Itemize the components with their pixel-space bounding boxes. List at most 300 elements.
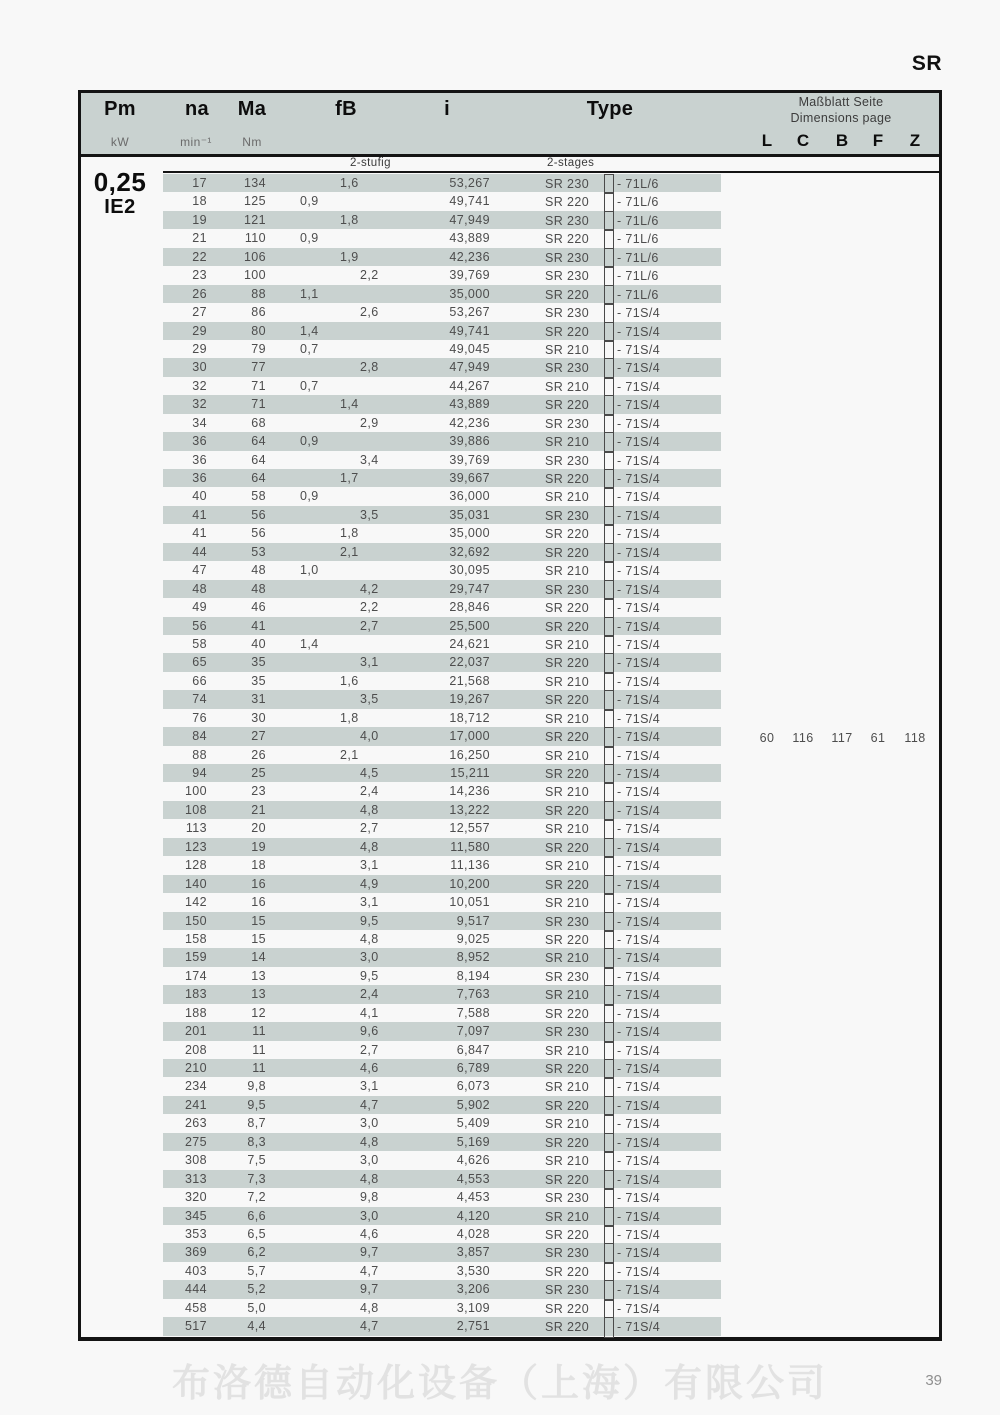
ratio-value: 17,000 xyxy=(449,729,490,744)
ratio-value: 43,889 xyxy=(449,397,490,412)
table-row xyxy=(163,782,721,800)
table-row xyxy=(163,1317,721,1335)
ma-value: 19 xyxy=(251,839,266,854)
motor-size: - 71S/4 xyxy=(617,822,661,837)
gearbox-type: SR 210 xyxy=(545,1209,590,1224)
fb-value: 9,7 xyxy=(360,1282,379,1297)
table-row xyxy=(163,856,721,874)
na-value: 76 xyxy=(192,710,207,725)
subheader-rule xyxy=(163,171,942,174)
ma-value: 53 xyxy=(251,544,266,559)
ratio-value: 53,267 xyxy=(449,305,490,320)
dims-column-c: C xyxy=(796,131,810,150)
motor-frame-square-icon xyxy=(604,506,614,526)
type-value xyxy=(545,524,721,542)
na-value: 320 xyxy=(184,1190,207,1205)
type-value xyxy=(545,1280,721,1298)
table-row xyxy=(163,617,721,635)
fb-value: 2,7 xyxy=(360,1042,379,1057)
table-row xyxy=(163,672,721,690)
table-row xyxy=(163,285,721,303)
motor-size: - 71S/4 xyxy=(617,896,661,911)
na-value: 458 xyxy=(184,1300,207,1315)
type-value xyxy=(545,1317,721,1335)
ma-value: 26 xyxy=(251,747,266,762)
motor-size: - 71S/4 xyxy=(617,730,661,745)
motor-size: - 71S/4 xyxy=(617,582,661,597)
na-value: 65 xyxy=(192,655,207,670)
na-value: 23 xyxy=(192,268,207,283)
ratio-value: 11,580 xyxy=(450,839,490,854)
ma-value: 12 xyxy=(251,1005,266,1020)
motor-frame-square-icon xyxy=(604,967,614,987)
motor-size: - 71S/4 xyxy=(617,306,661,321)
ma-value: 41 xyxy=(251,618,266,633)
motor-size: - 71S/4 xyxy=(617,914,661,929)
ratio-value: 35,031 xyxy=(449,507,490,522)
motor-size: - 71S/4 xyxy=(617,1172,661,1187)
fb-value: 3,0 xyxy=(360,1116,379,1131)
na-value: 18 xyxy=(192,194,207,209)
company-watermark: 布洛德自动化设备（上海）有限公司 xyxy=(171,1363,828,1405)
ma-value: 71 xyxy=(251,397,266,412)
ma-value: 9,8 xyxy=(247,1079,266,1094)
motor-frame-square-icon xyxy=(604,322,614,342)
fb-value: 4,5 xyxy=(360,766,379,780)
unit-kw: kW xyxy=(110,135,130,149)
na-value: 32 xyxy=(192,397,207,412)
na-value: 210 xyxy=(184,1061,207,1075)
na-value: 234 xyxy=(184,1079,207,1094)
na-value: 36 xyxy=(192,452,207,467)
ratio-value: 7,097 xyxy=(456,1024,490,1039)
type-value xyxy=(545,930,721,948)
type-value xyxy=(545,1151,721,1169)
type-value xyxy=(545,377,721,395)
motor-size: - 71S/4 xyxy=(617,472,661,487)
na-value: 201 xyxy=(184,1024,207,1039)
na-value: 34 xyxy=(192,415,207,430)
table-row xyxy=(163,1243,721,1261)
gearbox-type: SR 220 xyxy=(545,472,590,487)
type-value xyxy=(545,617,721,635)
fb-value: 1,6 xyxy=(340,176,359,190)
ma-value: 6,2 xyxy=(247,1245,266,1260)
table-row xyxy=(163,174,721,192)
na-value: 44 xyxy=(192,544,207,559)
motor-size: - 71S/4 xyxy=(617,1025,661,1040)
motor-frame-square-icon xyxy=(604,598,614,618)
motor-frame-square-icon xyxy=(604,174,614,194)
ma-value: 18 xyxy=(251,858,266,873)
gearbox-type: SR 230 xyxy=(545,1025,590,1040)
gearbox-type: SR 210 xyxy=(545,490,590,505)
gearbox-type: SR 210 xyxy=(545,1117,590,1132)
motor-size: - 71S/4 xyxy=(617,1264,661,1279)
gearbox-type: SR 220 xyxy=(545,287,590,302)
table-row xyxy=(163,1096,721,1114)
motor-size: - 71S/4 xyxy=(617,1098,661,1113)
table-row xyxy=(163,229,721,247)
type-value xyxy=(545,1041,721,1059)
gearbox-type: SR 210 xyxy=(545,711,590,726)
na-value: 188 xyxy=(184,1005,207,1020)
type-value xyxy=(545,506,721,524)
ratio-value: 44,267 xyxy=(449,378,490,393)
fb-value: 3,1 xyxy=(360,655,379,670)
fb-value: 1,4 xyxy=(340,397,359,412)
ratio-value: 6,789 xyxy=(456,1061,490,1075)
gearbox-type: SR 210 xyxy=(545,748,590,763)
gearbox-type: SR 220 xyxy=(545,656,590,671)
gearbox-type: SR 220 xyxy=(545,767,590,782)
table-row xyxy=(163,746,721,764)
motor-frame-square-icon xyxy=(604,746,614,766)
na-value: 27 xyxy=(192,305,207,320)
gearbox-type: SR 230 xyxy=(545,269,590,284)
ratio-value: 29,747 xyxy=(449,581,490,596)
gearbox-type: SR 230 xyxy=(545,306,590,321)
power-rating xyxy=(80,169,160,218)
type-value xyxy=(545,487,721,505)
ma-value: 48 xyxy=(251,581,266,596)
type-value xyxy=(545,358,721,376)
fb-value: 3,0 xyxy=(360,1153,379,1168)
fb-value: 1,7 xyxy=(340,471,359,485)
motor-frame-square-icon xyxy=(604,487,614,507)
column-header-na: na xyxy=(185,98,209,120)
fb-value: 2,1 xyxy=(340,747,359,762)
motor-frame-square-icon xyxy=(604,819,614,839)
table-row xyxy=(163,192,721,210)
type-value xyxy=(545,801,721,819)
fb-value: 3,0 xyxy=(360,1208,379,1223)
motor-frame-square-icon xyxy=(604,1299,614,1319)
fb-value: 4,0 xyxy=(360,729,379,744)
ratio-value: 13,222 xyxy=(449,802,490,817)
ma-value: 79 xyxy=(251,341,266,356)
ma-value: 23 xyxy=(251,784,266,799)
gearbox-type: SR 230 xyxy=(545,582,590,597)
na-value: 142 xyxy=(184,895,207,910)
motor-frame-square-icon xyxy=(604,1041,614,1061)
type-value xyxy=(545,598,721,616)
motor-size: - 71S/4 xyxy=(617,1246,661,1261)
motor-size: - 71S/4 xyxy=(617,490,661,505)
ratio-value: 49,741 xyxy=(449,323,490,338)
dims-column-f: F xyxy=(872,131,884,150)
gearbox-type: SR 210 xyxy=(545,822,590,837)
type-value xyxy=(545,229,721,247)
dims-page-value: 117 xyxy=(831,731,853,745)
type-value xyxy=(545,782,721,800)
motor-frame-square-icon xyxy=(604,580,614,600)
na-value: 30 xyxy=(192,360,207,375)
motor-frame-square-icon xyxy=(604,985,614,1005)
fb-value: 4,2 xyxy=(360,581,379,596)
gearbox-type: SR 220 xyxy=(545,803,590,818)
type-value xyxy=(545,285,721,303)
fb-value: 9,6 xyxy=(360,1024,379,1039)
motor-frame-square-icon xyxy=(604,1022,614,1042)
ratio-value: 4,028 xyxy=(456,1226,490,1241)
motor-size: - 71L/6 xyxy=(617,287,659,302)
fb-value: 3,5 xyxy=(360,507,379,522)
table-row xyxy=(163,358,721,376)
motor-frame-square-icon xyxy=(604,248,614,268)
ma-value: 64 xyxy=(251,452,266,467)
ratio-value: 42,236 xyxy=(449,249,490,264)
gearbox-type: SR 230 xyxy=(545,1191,590,1206)
stages-label-english: 2-stages xyxy=(547,157,595,169)
motor-size: - 71S/4 xyxy=(617,361,661,376)
type-value xyxy=(545,303,721,321)
fb-value: 3,4 xyxy=(360,452,379,467)
ratio-value: 39,886 xyxy=(449,434,490,449)
motor-frame-square-icon xyxy=(604,285,614,305)
na-value: 21 xyxy=(192,231,207,246)
na-value: 353 xyxy=(184,1226,207,1241)
motor-size: - 71S/4 xyxy=(617,877,661,892)
ratio-value: 43,889 xyxy=(449,231,490,246)
fb-value: 0,9 xyxy=(300,231,319,246)
fb-value: 3,0 xyxy=(360,950,379,965)
ratio-value: 18,712 xyxy=(449,710,490,725)
gearbox-type: SR 210 xyxy=(545,785,590,800)
table-row xyxy=(163,967,721,985)
motor-frame-square-icon xyxy=(604,875,614,895)
dims-title-german: Maßblatt Seite xyxy=(798,95,884,109)
table-row xyxy=(163,211,721,229)
ratio-value: 3,109 xyxy=(456,1300,490,1315)
na-value: 74 xyxy=(192,692,207,707)
ma-value: 46 xyxy=(251,600,266,615)
na-value: 58 xyxy=(192,636,207,651)
motor-size: - 71S/4 xyxy=(617,1135,661,1150)
motor-frame-square-icon xyxy=(604,561,614,581)
motor-size: - 71S/4 xyxy=(617,379,661,394)
motor-frame-square-icon xyxy=(604,1077,614,1097)
table-row xyxy=(163,635,721,653)
motor-frame-square-icon xyxy=(604,414,614,434)
type-value xyxy=(545,746,721,764)
motor-size: - 71S/4 xyxy=(617,1117,661,1132)
table-row xyxy=(163,561,721,579)
type-value xyxy=(545,469,721,487)
na-value: 36 xyxy=(192,434,207,449)
type-value xyxy=(545,912,721,930)
ratio-value: 7,763 xyxy=(456,987,490,1002)
gearbox-type: SR 210 xyxy=(545,637,590,652)
ma-value: 6,6 xyxy=(247,1208,266,1223)
motor-frame-square-icon xyxy=(604,192,614,212)
type-value xyxy=(545,1096,721,1114)
na-value: 19 xyxy=(192,212,207,227)
ratio-value: 22,037 xyxy=(449,655,490,670)
gearbox-type: SR 220 xyxy=(545,1264,590,1279)
na-value: 108 xyxy=(184,802,207,817)
ratio-value: 6,847 xyxy=(456,1042,490,1057)
fb-value: 2,7 xyxy=(360,821,379,836)
ma-value: 134 xyxy=(243,176,266,190)
fb-value: 2,7 xyxy=(360,618,379,633)
motor-size: - 71S/4 xyxy=(617,601,661,616)
unit-min1: min⁻¹ xyxy=(180,135,212,149)
column-header-i: i xyxy=(444,98,450,120)
table-row xyxy=(163,266,721,284)
motor-frame-square-icon xyxy=(604,838,614,858)
ratio-value: 39,667 xyxy=(449,471,490,485)
motor-frame-square-icon xyxy=(604,856,614,876)
ma-value: 31 xyxy=(251,692,266,707)
gearbox-type: SR 220 xyxy=(545,1098,590,1113)
table-right-border xyxy=(939,90,942,1341)
na-value: 150 xyxy=(184,913,207,928)
ma-value: 11 xyxy=(252,1061,266,1075)
fb-value: 0,9 xyxy=(300,434,319,449)
type-value xyxy=(545,1299,721,1317)
type-value xyxy=(545,340,721,358)
fb-value: 1,8 xyxy=(340,212,359,227)
motor-frame-square-icon xyxy=(604,672,614,692)
ma-value: 9,5 xyxy=(247,1097,266,1112)
na-value: 263 xyxy=(184,1116,207,1131)
type-value xyxy=(545,690,721,708)
ratio-value: 7,588 xyxy=(456,1005,490,1020)
table-row xyxy=(163,875,721,893)
motor-frame-square-icon xyxy=(604,451,614,471)
ma-value: 125 xyxy=(243,194,266,209)
type-value xyxy=(545,635,721,653)
table-row xyxy=(163,248,721,266)
na-value: 66 xyxy=(192,673,207,688)
table-row xyxy=(163,727,721,745)
fb-value: 4,7 xyxy=(360,1319,379,1334)
motor-size: - 71S/4 xyxy=(617,416,661,431)
motor-frame-square-icon xyxy=(604,1059,614,1079)
ma-value: 21 xyxy=(251,802,266,817)
gearbox-type: SR 220 xyxy=(545,1227,590,1242)
table-row xyxy=(163,1133,721,1151)
fb-value: 4,8 xyxy=(360,1171,379,1186)
motor-frame-square-icon xyxy=(604,635,614,655)
motor-frame-square-icon xyxy=(604,709,614,729)
gearbox-type: SR 220 xyxy=(545,1135,590,1150)
fb-value: 3,5 xyxy=(360,692,379,707)
fb-value: 4,6 xyxy=(360,1061,379,1075)
na-value: 113 xyxy=(185,821,207,836)
type-value xyxy=(545,1225,721,1243)
dims-column-b: B xyxy=(835,131,849,150)
ma-value: 56 xyxy=(251,526,266,541)
motor-size: - 71S/4 xyxy=(617,1283,661,1298)
fb-value: 1,1 xyxy=(300,286,319,301)
table-row xyxy=(163,377,721,395)
motor-size: - 71S/4 xyxy=(617,767,661,782)
ma-value: 71 xyxy=(251,378,266,393)
motor-size: - 71L/6 xyxy=(617,232,659,247)
ratio-value: 8,952 xyxy=(456,950,490,965)
gearbox-type: SR 230 xyxy=(545,914,590,929)
gearbox-type: SR 230 xyxy=(545,1246,590,1261)
motor-frame-square-icon xyxy=(604,1317,614,1337)
motor-size: - 71S/4 xyxy=(617,324,661,339)
type-value xyxy=(545,653,721,671)
motor-size: - 71S/4 xyxy=(617,693,661,708)
ma-value: 88 xyxy=(251,286,266,301)
ratio-value: 32,692 xyxy=(449,544,490,559)
gearbox-type: SR 230 xyxy=(545,177,590,192)
type-value xyxy=(545,709,721,727)
motor-frame-square-icon xyxy=(604,358,614,378)
na-value: 208 xyxy=(184,1042,207,1057)
gearbox-type: SR 220 xyxy=(545,398,590,413)
ratio-value: 4,120 xyxy=(456,1208,490,1223)
ma-value: 35 xyxy=(251,655,266,670)
fb-value: 0,9 xyxy=(300,489,319,504)
table-row xyxy=(163,1299,721,1317)
ratio-value: 47,949 xyxy=(449,212,490,227)
ratio-value: 24,621 xyxy=(449,636,490,651)
fb-value: 4,8 xyxy=(360,802,379,817)
na-value: 22 xyxy=(192,249,207,264)
ma-value: 14 xyxy=(251,950,266,965)
na-value: 158 xyxy=(184,931,207,946)
ratio-value: 49,045 xyxy=(449,341,490,356)
na-value: 84 xyxy=(192,729,207,744)
fb-value: 9,7 xyxy=(360,1245,379,1260)
type-value xyxy=(545,1262,721,1280)
motor-frame-square-icon xyxy=(604,377,614,397)
table-row xyxy=(163,580,721,598)
gearbox-type: SR 220 xyxy=(545,1172,590,1187)
ma-value: 80 xyxy=(251,323,266,338)
fb-value: 4,9 xyxy=(360,876,379,891)
motor-size: - 71S/4 xyxy=(617,1062,661,1077)
type-value xyxy=(545,266,721,284)
gearbox-type: SR 210 xyxy=(545,379,590,394)
type-value xyxy=(545,893,721,911)
motor-frame-square-icon xyxy=(604,1114,614,1134)
motor-frame-square-icon xyxy=(604,690,614,710)
table-row xyxy=(163,893,721,911)
ratio-value: 3,857 xyxy=(456,1245,490,1260)
gearbox-type: SR 230 xyxy=(545,416,590,431)
ma-value: 68 xyxy=(251,415,266,430)
na-value: 308 xyxy=(184,1153,207,1168)
fb-value: 2,2 xyxy=(360,268,379,283)
ma-value: 6,5 xyxy=(247,1226,266,1241)
ratio-value: 3,206 xyxy=(456,1282,490,1297)
motor-frame-square-icon xyxy=(604,1151,614,1171)
ma-value: 5,0 xyxy=(247,1300,266,1315)
na-value: 94 xyxy=(192,766,207,780)
motor-size: - 71S/4 xyxy=(617,398,661,413)
type-value xyxy=(545,192,721,210)
fb-value: 3,1 xyxy=(360,858,379,873)
type-value xyxy=(545,1243,721,1261)
type-value xyxy=(545,819,721,837)
type-value xyxy=(545,1114,721,1132)
gearbox-type: SR 210 xyxy=(545,951,590,966)
type-value xyxy=(545,1207,721,1225)
table-row xyxy=(163,838,721,856)
fb-value: 2,4 xyxy=(360,987,379,1002)
motor-frame-square-icon xyxy=(604,727,614,747)
motor-size: - 71S/4 xyxy=(617,711,661,726)
fb-value: 2,8 xyxy=(360,360,379,375)
na-value: 140 xyxy=(184,876,207,891)
